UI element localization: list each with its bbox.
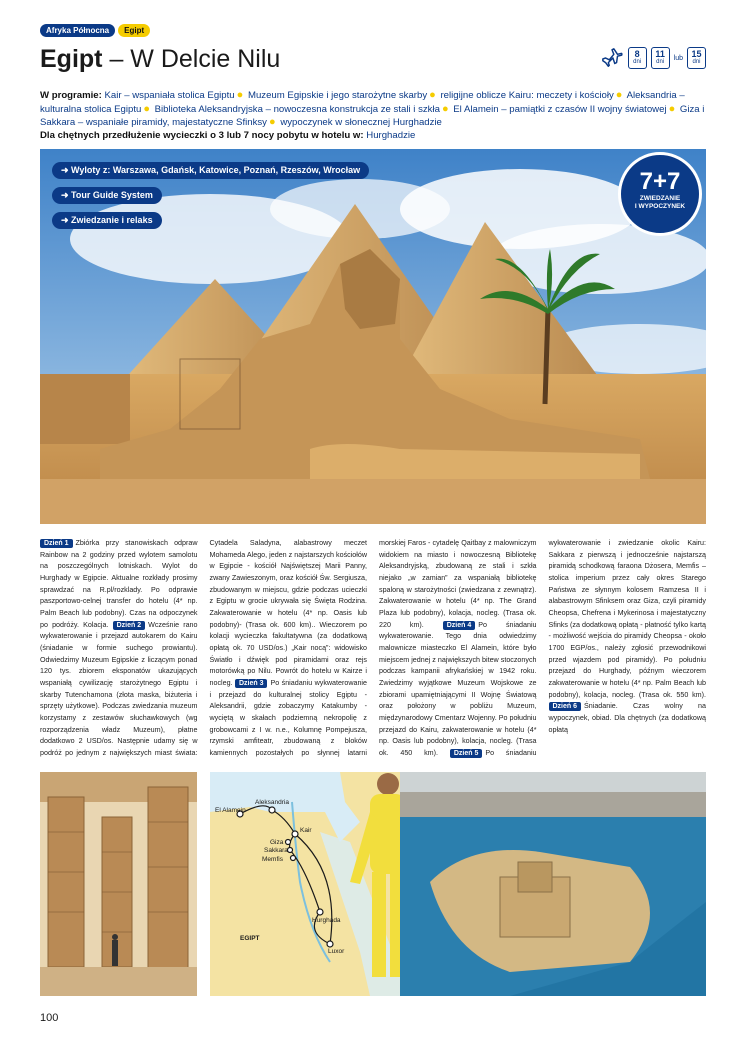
day-4-text: Po śniadaniu wykwaterowanie. Tego dnia odwiedzimy malownicze miasteczko El Alamein, które było miejscem jednej z największych bitew stoczonych podczas kampanii afrykańskiej w 1942 roku. Zwiedzimy wyjątkowe Muzeum Wojskowe ze zbiorami upamiętniającymi II Wojnę Światową oraz położony w pobliżu Muzeum, międzynarodowy Cmentarz Wojenny. Po południu przejazd do Kairu, zakwaterowanie w hotelu (4* np. Oasis lub podobny), kolacja, nocleg. (Trasa ok. 450 km). (379, 620, 537, 757)
duration-11: 11 dni (651, 47, 670, 69)
temple-photo (40, 772, 197, 996)
day-3-label: Dzień 3 (235, 679, 268, 688)
map-label: Hurghada (312, 917, 341, 924)
day-1-label: Dzień 1 (40, 539, 73, 548)
day-5-label: Dzień 5 (450, 749, 483, 758)
extension-place[interactable]: Hurghadzie (366, 129, 416, 141)
map-label: Memfis (262, 856, 283, 863)
program-label: W programie: (40, 90, 102, 101)
map-label: Luxor (328, 948, 345, 955)
title-sub: W Delcie Nilu (130, 45, 281, 73)
flights-pill[interactable]: ➜ Wyloty z: Warszawa, Gdańsk, Katowice, Poznań, Rzeszów, Wrocław (52, 162, 369, 179)
map-label: Aleksandria (255, 799, 289, 806)
program-item: El Alamein – pamiątki z czasów II wojny światowej (453, 103, 667, 115)
day-2-text: Wcześnie rano wykwaterowanie i przejazd autokarem do Kairu (śniadanie w formie suchego prowiantu). Odwiedzimy Muzeum Egipskie z liczącym ponad 120 tys. zbiorem eksponatów ukazujących wspaniałą cywilizację starożytnego Egiptu i skarby Tutenchamona (złota maska, biżuteria i sprzęty użytkowe). Podczas zwiedzania muzeum korzystamy z zestawów słuchawkowych (wg rozporządzenia władz Muzeum), płatne dodatkowo 2 USD/os. Następnie udamy się w podróż po jednym z największych miast świata: Cytadela Saladyna, alabastrowy meczet Mohameda Alego, jeden z najstarszych kościołów w Egipcie - kościół Najświętszej Marii Panny, zwany Zawieszonym, oraz kościół Św. Sergiusza, zbudowanym w miejscu, gdzie podczas ucieczki z Egiptu w grocie ukrywała się Święta Rodzina. Zakwaterowanie w hotelu (4* np. Oasis lub podobny)- (Trasa ok. 600 km).. Wieczorem po kolacji wycieczka fakultatywna (za dodatkową opłatą ok. 70 USD/os.) „Kair nocą”: widowisko Światło i dźwięk pod piramidami oraz rejs motorówką po Nilu. Powrót do hotelu w Kairze i nocleg. (40, 539, 367, 757)
map-country-label: EGIPT (240, 935, 260, 942)
plane-icon (600, 47, 624, 69)
program-item: wypoczynek w słonecznej Hurghadzie (280, 117, 442, 129)
breadcrumb-region[interactable]: Afryka Północna (40, 24, 115, 37)
map-label: Kair (300, 827, 312, 834)
tour-guide-pill[interactable]: ➜ Tour Guide System (52, 187, 162, 204)
day-3-text: Po śniadaniu wykwaterowanie i przejazd do kulturalnej stolicy Egiptu - Aleksandrii, gdzie zobaczymy Katakumby - wyciętą w skałach podziemną nekropolię z grobowcami z I w. n.e., Kolumnę Pompejusza, rzymski amfiteatr, zbudowaną z bloków kamiennych pozostałych po słynnej latarni morskiej Faros - cytadelę Qaitbay z malowniczym widokiem na miasto i nowoczesną Bibliotekę Aleksandryjską, zbudowaną ze stali i szkła niejako „w zamian” za wspaniałą bibliotekę spaloną w starożytności (zwiedzana z zewnątrz). Zakwaterowanie w hotelu (4* np. The Grand Plaza lub podobny), kolacja, nocleg. (Trasa ok. 220 km). (209, 539, 537, 757)
day-5-text: Po śniadaniu wykwaterowanie i zwiedzanie okolic Kairu: Sakkara z pierwszą i jednocześnie najstarszą piramidą schodkową faraona Dżosera, Memfis – stolica imperium przez cały okres Starego Państwa ze słynnym kolosem Ramzesa II i alabastrowym Sfinksem oraz Giza, czyli piramidy Cheopsa, Chefrena i Mykerinosa i majestatyczny Sfinks (za dodatkową opłatą - płatność tylko kartą - możliwość wejścia do piramidy Cheopsa - około 1700 EGP/os., należy zgłosić przewodnikowi przed wjazdem pod piramidy). Po południu przejazd do Hurghady, późnym wieczorem zakwaterowanie w hotelu (4* np. Palm Beach lub podobny), kolacja, nocleg. (Trasa ok. 550 km). (485, 539, 706, 757)
itinerary (40, 538, 706, 766)
day-6-text: Śniadanie. Czas wolny na wypoczynek, obiad. Dla chętnych (za dodatkową opłatą (548, 702, 706, 734)
program-item: religijne oblicze Kairu: meczety i kościoły (440, 90, 614, 101)
breadcrumb-country[interactable]: Egipt (118, 24, 150, 37)
breadcrumb (40, 24, 150, 37)
duration-15: 15 dni (687, 47, 706, 69)
duration-or: lub (673, 54, 683, 62)
day-6-label: Dzień 6 (549, 702, 582, 711)
program-item: Kair – wspaniała stolica Egiptu (104, 90, 235, 101)
map-label: El Alamein (215, 807, 246, 814)
map-and-photo (210, 772, 706, 996)
page-title (40, 44, 280, 74)
hero-image (40, 149, 706, 524)
day-4-label: Dzień 4 (443, 621, 476, 630)
extension-note: Dla chętnych przedłużenie wycieczki o 3 lub 7 nocy pobytu w hotelu w: Hurghadzie (40, 129, 416, 141)
map-label: Giza (270, 839, 284, 846)
badge-7-7: 7+7 ZWIEDZANIE I WYPOCZYNEK (618, 152, 702, 236)
pyramids-photo (40, 149, 706, 524)
duration-icons (600, 47, 706, 69)
itinerary-text (40, 538, 706, 766)
title-main: Egipt (40, 45, 103, 73)
program-item: Muzeum Egipskie i jego starożytne skarby (247, 90, 428, 101)
map-label: Sakkara (264, 847, 288, 854)
program-item: Giza i Sakkara – wspaniałe piramidy, majestatyczne Sfinksy (40, 103, 705, 129)
relax-pill[interactable]: ➜ Zwiedzanie i relaks (52, 212, 162, 229)
page-number: 100 (40, 1012, 59, 1024)
program-item: Biblioteka Aleksandryjska – nowoczesna konstrukcja ze stali i szkła (154, 103, 440, 115)
day-2-label: Dzień 2 (113, 621, 146, 630)
title-sep: – (102, 45, 131, 73)
duration-8: 8 dni (628, 47, 647, 69)
day-1-text: Zbiórka przy stanowiskach odpraw Rainbow na 2 godziny przed wylotem samolotu na poszczególnych lotniskach. Wylot do Hurghady w Egipcie. Aktualne rozkłady prosimy sprawdzać na R.pl/rozklady. Po odprawie paszportowo-celnej transfer do hotelu (4* np. Palm Beach lub podobny). Czas na odpoczynek po podróży. Kolacja. (40, 539, 198, 629)
program-list: W programie: Kair – wspaniała stolica Egiptu ● Muzeum Egipskie i jego starożytne skarby ● religijne oblicze Kairu: meczety i kościoły ● Aleksandria – kulturalna stolica Egiptu ● Biblioteka Aleksandryjska – nowoczesna konstrukcja ze stali i szkła ● El Alamein – pamiątki z czasów II wojny światowej ● Giza i Sakkara – wspaniałe piramidy, majestatyczne Sfinksy ● wypoczynek w słonecznej Hurghadzie Dla chętnych przedłużenie wycieczki o 3 lub 7 nocy pobytu w hotelu w: Hurghadzie (40, 89, 720, 142)
program-item: Aleksandria – kulturalna stolica Egiptu (40, 90, 685, 115)
